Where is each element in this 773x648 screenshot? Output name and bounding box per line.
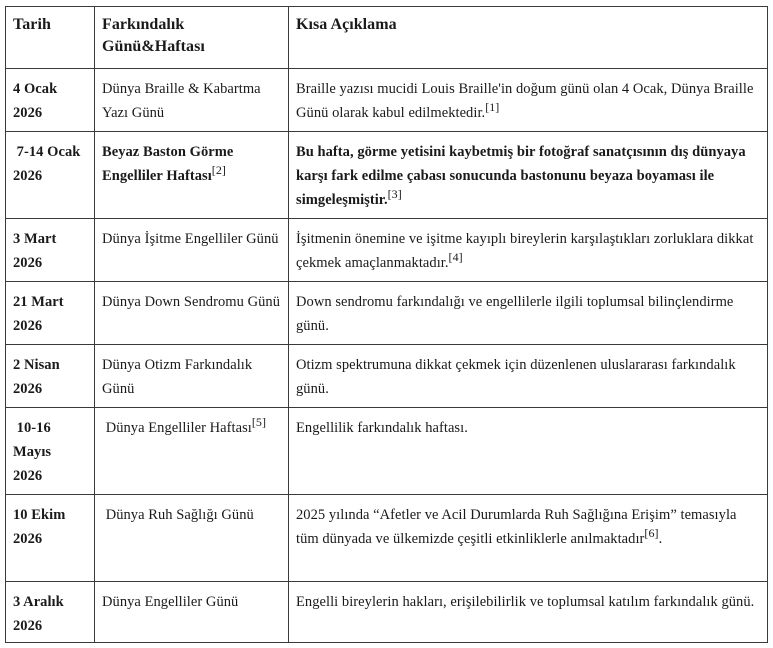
- header-description: Kısa Açıklama: [289, 7, 768, 69]
- row-date: 7-14 Ocak 2026: [6, 132, 95, 219]
- row-description: Bu hafta, görme yetisini kaybetmiş bir fotoğraf sanatçısının dış dünyaya karşı fark edilme çabası sonucunda bastonunu beyaza boyaması ile simgeleşmiştir.[3]: [289, 132, 768, 219]
- table-row: [6, 69, 768, 132]
- header-name: Farkındalık Günü&Haftası: [95, 7, 289, 69]
- row-name: Dünya Ruh Sağlığı Günü: [95, 495, 289, 582]
- footnote-link[interactable]: [5]: [251, 415, 266, 429]
- row-date: 3 Mart 2026: [6, 219, 95, 282]
- row-date: 10-16 Mayıs 2026: [6, 408, 95, 495]
- row-name: Dünya Down Sendromu Günü: [95, 282, 289, 345]
- footnote-link[interactable]: [4]: [448, 250, 463, 264]
- row-date: 3 Aralık 2026: [6, 582, 95, 643]
- footnote-link[interactable]: [2]: [211, 163, 226, 177]
- table-row: [6, 495, 768, 582]
- footnote-link[interactable]: [1]: [485, 100, 500, 114]
- row-name: Dünya Braille & Kabartma Yazı Günü: [95, 69, 289, 132]
- row-description: 2025 yılında “Afetler ve Acil Durumlarda Ruh Sağlığına Erişim” temasıyla tüm dünyada ve ülkemizde çeşitli etkinliklerle anılmaktadır[6].: [289, 495, 768, 582]
- header-date: Tarih: [6, 7, 95, 69]
- row-name: Dünya Engelliler Haftası[5]: [95, 408, 289, 495]
- row-description: Engelli bireylerin hakları, erişilebilirlik ve toplumsal katılım farkındalık günü.: [289, 582, 768, 643]
- footnote-link[interactable]: [3]: [387, 187, 402, 201]
- table-row: [6, 132, 768, 219]
- row-date: 2 Nisan 2026: [6, 345, 95, 408]
- row-name: Dünya Engelliler Günü: [95, 582, 289, 643]
- awareness-days-table: [5, 6, 768, 643]
- row-name: Dünya Otizm Farkındalık Günü: [95, 345, 289, 408]
- row-description: Engellilik farkındalık haftası.: [289, 408, 768, 495]
- table-row: [6, 345, 768, 408]
- row-description: Braille yazısı mucidi Louis Braille'in doğum günü olan 4 Ocak, Dünya Braille Günü olarak kabul edilmektedir.[1]: [289, 69, 768, 132]
- row-description: Otizm spektrumuna dikkat çekmek için düzenlenen uluslararası farkındalık günü.: [289, 345, 768, 408]
- table-row: [6, 408, 768, 495]
- row-date: 4 Ocak 2026: [6, 69, 95, 132]
- row-date: 21 Mart 2026: [6, 282, 95, 345]
- table-row: [6, 282, 768, 345]
- table-row: [6, 582, 768, 643]
- row-description: Down sendromu farkındalığı ve engellilerle ilgili toplumsal bilinçlendirme günü.: [289, 282, 768, 345]
- footnote-link[interactable]: [6]: [644, 526, 659, 540]
- row-date: 10 Ekim 2026: [6, 495, 95, 582]
- table-header-row: [6, 7, 768, 69]
- row-name: Dünya İşitme Engelliler Günü: [95, 219, 289, 282]
- table-row: [6, 219, 768, 282]
- row-description: İşitmenin önemine ve işitme kayıplı bireylerin karşılaştıkları zorluklara dikkat çekmek amaçlanmaktadır.[4]: [289, 219, 768, 282]
- row-name: Beyaz Baston Görme Engelliler Haftası[2]: [95, 132, 289, 219]
